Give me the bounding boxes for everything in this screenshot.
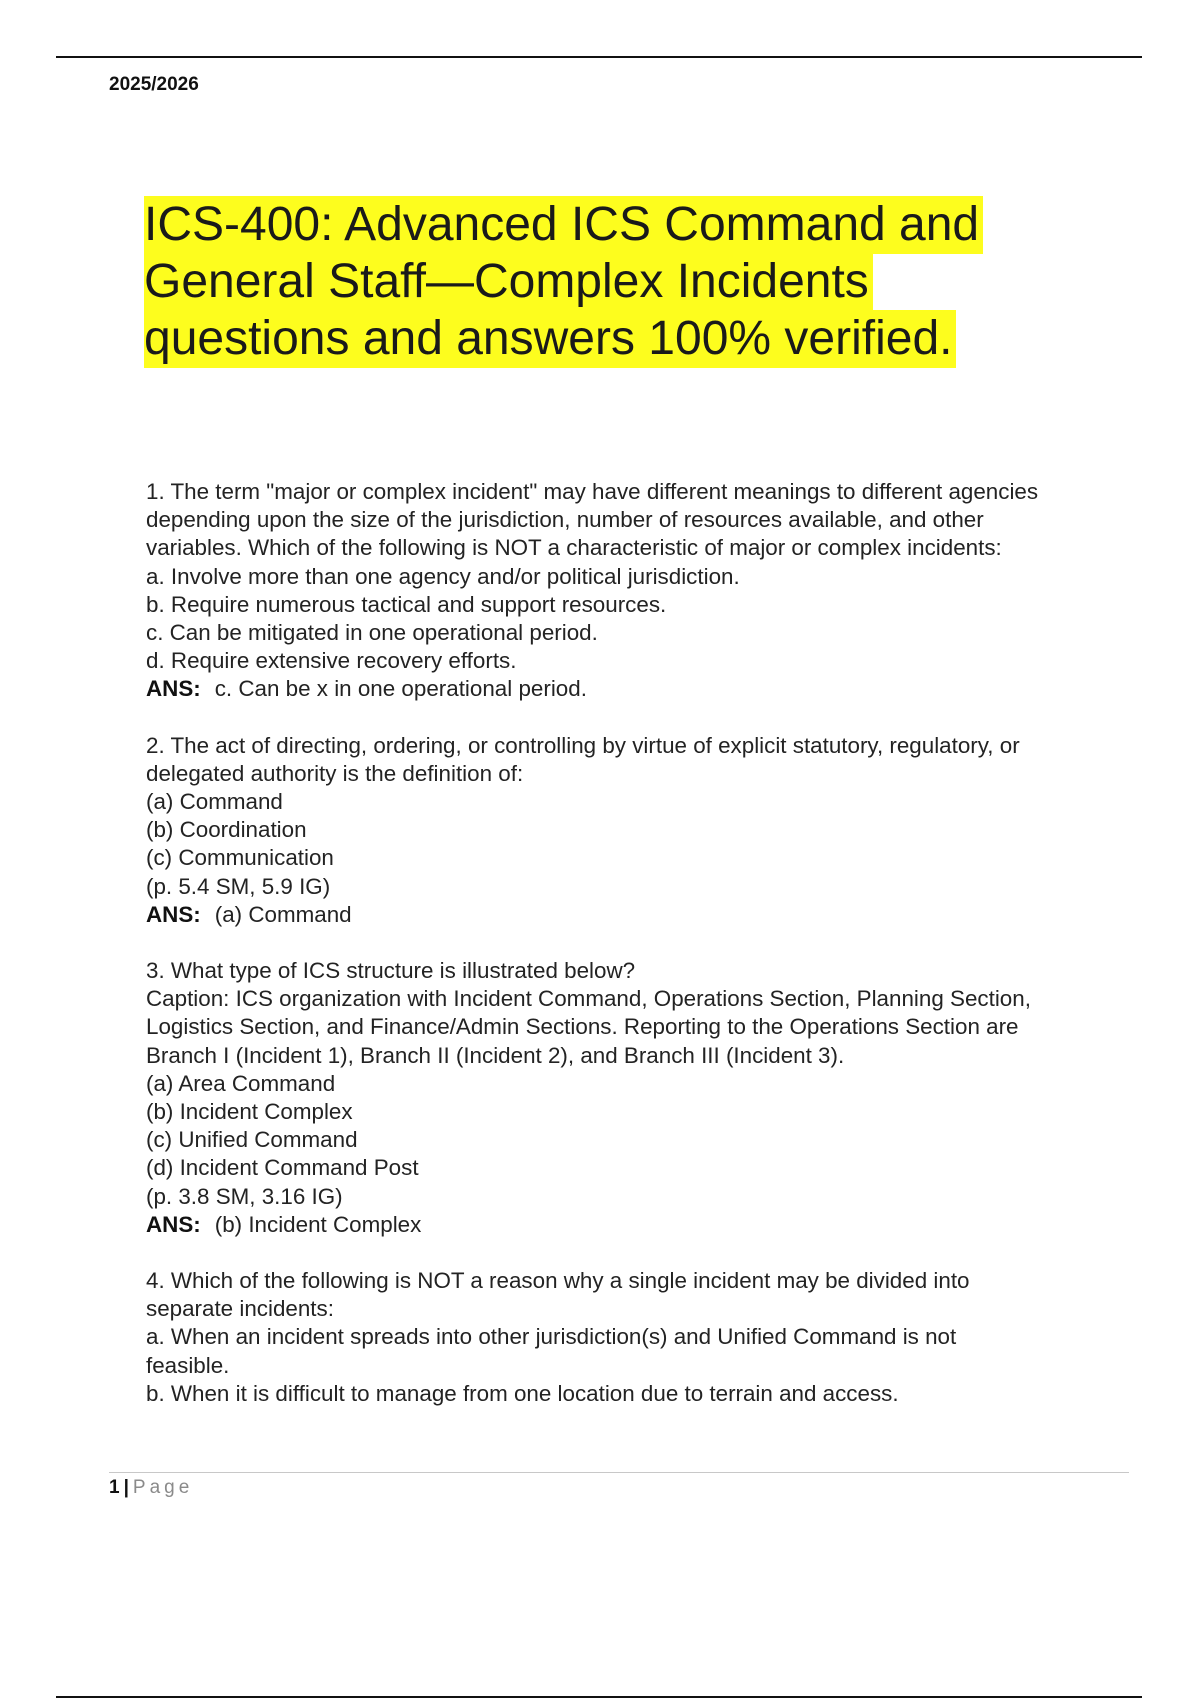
reference-line: (p. 5.4 SM, 5.9 IG)	[146, 873, 331, 899]
option-line: c. Can be mitigated in one operational period.	[146, 620, 598, 646]
reference-line: (p. 3.8 SM, 3.16 IG)	[146, 1183, 343, 1209]
question-line: separate incidents:	[146, 1296, 334, 1322]
answer-text: (a) Command	[214, 901, 352, 927]
question-1	[146, 478, 1096, 704]
question-4	[146, 1267, 1096, 1408]
answer-label: ANS:	[146, 1211, 201, 1237]
option-line: feasible.	[146, 1352, 230, 1378]
header-rule	[56, 56, 1142, 58]
caption-line: Caption: ICS organization with Incident Command, Operations Section, Planning Section,	[146, 986, 1031, 1012]
header-year: 2025/2026	[109, 74, 199, 95]
option-line: a. Involve more than one agency and/or political jurisdiction.	[146, 563, 740, 589]
question-2	[146, 732, 1096, 929]
page-label: Page	[132, 1477, 194, 1498]
title-line: General Staff—Complex Incidents	[144, 253, 873, 311]
option-line: (c) Unified Command	[146, 1127, 358, 1153]
question-line: 1. The term "major or complex incident" may have different meanings to different agencies	[146, 479, 1039, 504]
questions-list	[146, 478, 1096, 1436]
answer-label: ANS:	[146, 901, 201, 927]
answer-row	[146, 675, 1096, 703]
answer-row	[146, 1211, 1096, 1239]
bottom-rule	[56, 1696, 1142, 1698]
answer-label: ANS:	[146, 676, 201, 702]
option-line: a. When an incident spreads into other jurisdiction(s) and Unified Command is not	[146, 1324, 957, 1350]
option-line: b. Require numerous tactical and support resources.	[146, 591, 667, 617]
option-line: b. When it is difficult to manage from one location due to terrain and access.	[146, 1380, 899, 1406]
question-3	[146, 957, 1096, 1239]
option-line: d. Require extensive recovery efforts.	[146, 648, 517, 674]
answer-text: (b) Incident Complex	[214, 1211, 422, 1237]
footer-rule	[109, 1472, 1129, 1473]
caption-line: Logistics Section, and Finance/Admin Sections. Reporting to the Operations Section are	[146, 1014, 1019, 1040]
option-line: (a) Area Command	[146, 1070, 336, 1096]
option-line: (b) Coordination	[146, 817, 307, 843]
title-line: ICS-400: Advanced ICS Command and	[144, 196, 983, 254]
document-title	[144, 196, 1004, 367]
question-line: variables. Which of the following is NOT a characteristic of major or complex incidents:	[146, 535, 1002, 561]
option-line: (b) Incident Complex	[146, 1099, 353, 1125]
option-line: (d) Incident Command Post	[146, 1155, 419, 1181]
page-number: 1	[109, 1477, 120, 1498]
question-line: 4. Which of the following is NOT a reason why a single incident may be divided into	[146, 1268, 970, 1294]
question-line: 2. The act of directing, ordering, or controlling by virtue of explicit statutory, regulatory, or	[146, 732, 1020, 758]
page-footer	[109, 1477, 193, 1499]
footer-separator: |	[123, 1477, 129, 1498]
answer-text: c. Can be x in one operational period.	[214, 676, 587, 702]
title-line: questions and answers 100% verified.	[144, 310, 956, 368]
question-line: delegated authority is the definition of:	[146, 760, 524, 786]
answer-row	[146, 901, 1096, 929]
caption-line: Branch I (Incident 1), Branch II (Incident 2), and Branch III (Incident 3).	[146, 1042, 845, 1068]
option-line: (a) Command	[146, 789, 283, 815]
question-line: depending upon the size of the jurisdiction, number of resources available, and other	[146, 507, 984, 533]
option-line: (c) Communication	[146, 845, 334, 871]
question-line: 3. What type of ICS structure is illustrated below?	[146, 958, 636, 984]
